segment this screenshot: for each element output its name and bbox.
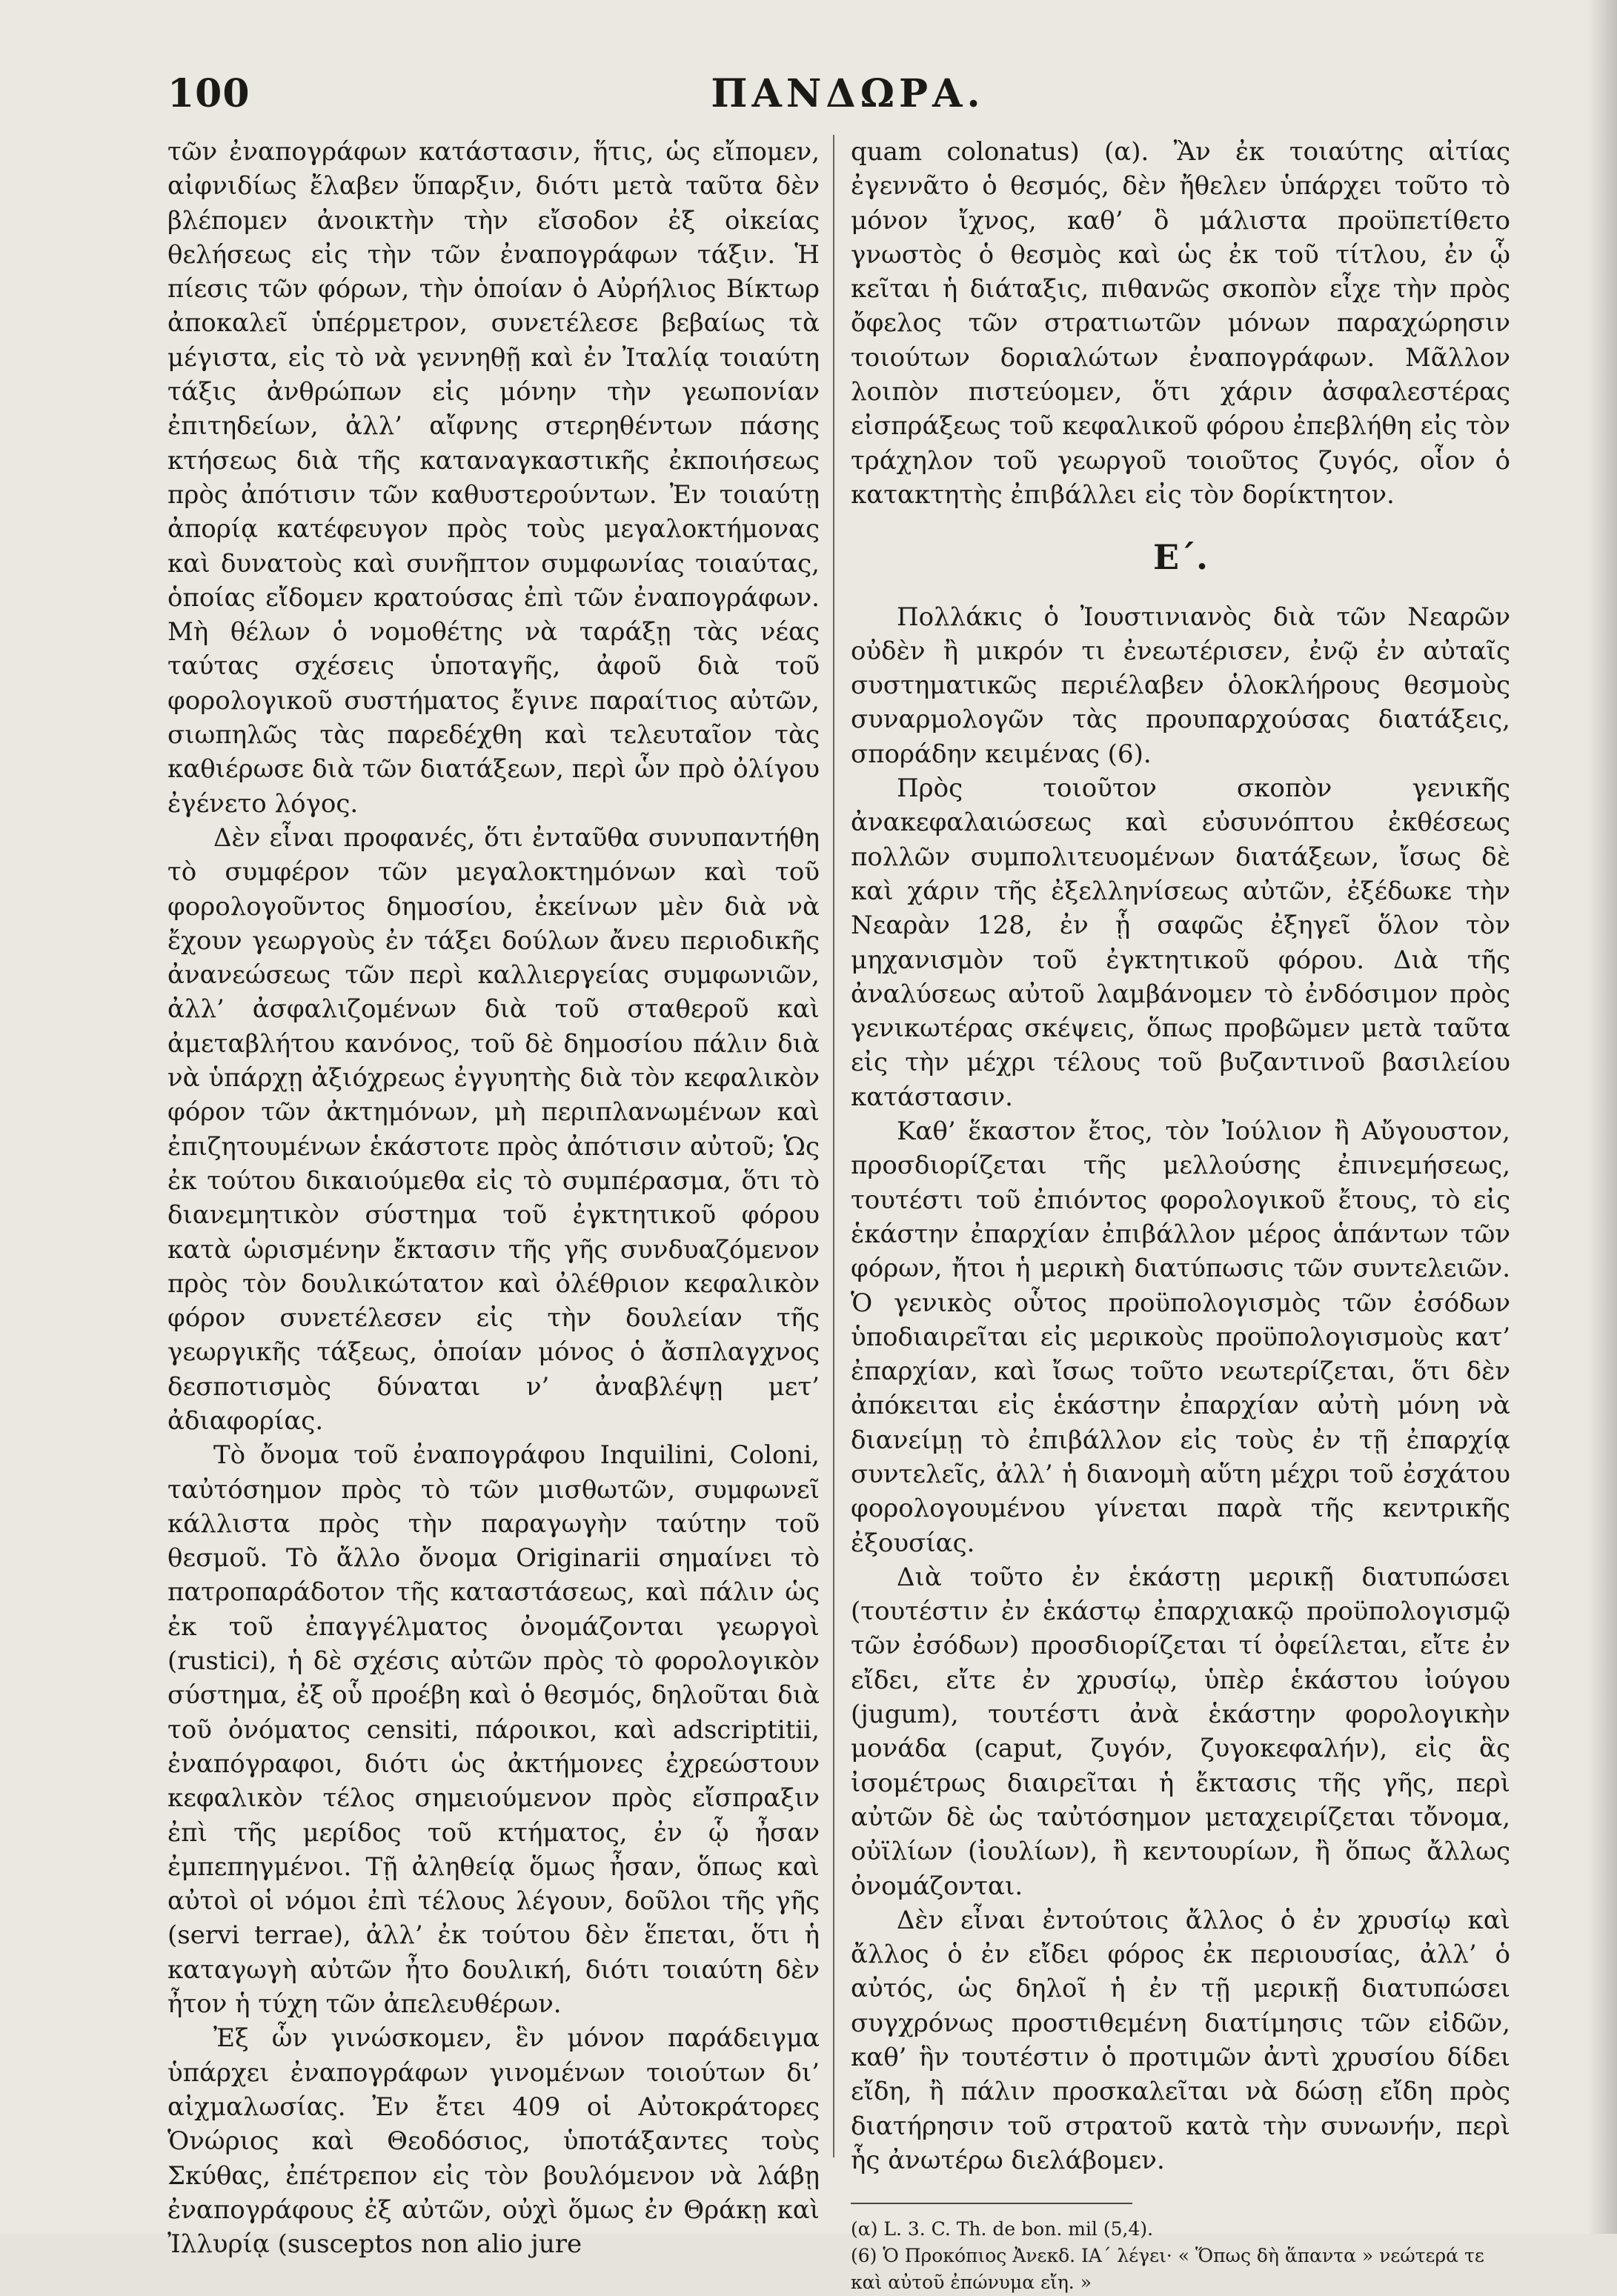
running-title: ΠΑΝΔΩΡΑ. [711, 71, 985, 116]
footnotes [851, 2216, 1510, 2296]
footnote-b: (6) Ὁ Προκόπιος Ἀνεκδ. ΙΑ΄ λέγει· « Ὅπως δὴ ἅπαντα » νεώτερά τε καὶ αὐτοῦ ἐπώνυμα εἴη. » [851, 2245, 1484, 2294]
left-column [167, 135, 820, 2261]
right-paragraph-1: quam colonatus) (α). Ἂν ἐκ τοιαύτης αἰτίας ἐγεννᾶτο ὁ θεσμός, δὲν ἤθελεν ὑπάρχει τοῦτο τὸ μόνον ἴχνος, καθ’ ὃ μάλιστα προϋπετίθετο γνωστὸς ὁ θεσμὸς καὶ ὡς ἐκ τοῦ τίτλου, ἐν ᾧ κεῖται ἡ διάταξις, πιθανῶς σκοπὸν εἶχε τὴν πρὸς ὄφελος τῶν στρατιωτῶν μόνων παραχώρησιν τοιούτων δοριαλώτων ἐναπογράφων. Μᾶλλον λοιπὸν πιστεύομεν, ὅτι χάριν ἀσφαλεστέρας εἰσπράξεως τοῦ κεφαλικοῦ φόρου ἐπεβλήθη εἰς τὸν τράχηλον τοῦ γεωργοῦ τοιοῦτος ζυγός, οἷον ὁ κατακτητὴς ἐπιβάλλει εἰς τὸν δορίκτητον. [851, 137, 1510, 510]
right-paragraph-5: Διὰ τοῦτο ἐν ἑκάστῃ μερικῇ διατυπώσει (τουτέστιν ἐν ἑκάστῳ ἐπαρχιακῷ προϋπολογισμῷ τῶν ἐσόδων) προσδιορίζεται τί ὀφείλεται, εἴτε ἐν εἴδει, εἴτε ἐν χρυσίῳ, ὑπὲρ ἑκάστου ἰούγου (jugum), τουτέστι ἀνὰ ἑκάστην φορολογικὴν μονάδα (caput, ζυγόν, ζυγοκεφαλήν), εἰς ἃς ἰσομέτρως διαιρεῖται ἡ ἔκτασις τῆς γῆς, περὶ αὐτῶν δὲ ὡς ταὐτόσημον μεταχειρίζεται τὄνομα, οὐϊλίων (ἰουλίων), ἢ κεντουρίων, ἢ ὅπως ἄλλως ὀνομάζονται. [851, 1562, 1510, 1901]
left-paragraph-1: τῶν ἐναπογράφων κατάστασιν, ἥτις, ὡς εἴπομεν, αἰφνιδίως ἔλαβεν ὕπαρξιν, διότι μετὰ ταῦτα δὲν βλέπομεν ἀνοικτὴν τὴν εἴσοδον ἐξ οἰκείας θελήσεως εἰς τὴν τῶν ἐναπογράφων τάξιν. Ἡ πίεσις τῶν φόρων, τὴν ὁποίαν ὁ Αὐρήλιος Βίκτωρ ἀποκαλεῖ ὑπέρμετρον, συνετέλεσε βεβαίως τὰ μέγιστα, εἰς τὸ νὰ γεννηθῇ καὶ ἐν Ἰταλίᾳ τοιαύτη τάξις ἀνθρώπων εἰς μόνην τὴν γεωπονίαν ἐπιτηδείων, ἀλλ’ αἴφνης στερηθέντων πάσης κτήσεως διὰ τῆς καταναγκαστικῆς ἐκποιήσεως πρὸς ἀπότισιν τῶν καθυστερούντων. Ἐν τοιαύτῃ ἀπορίᾳ κατέφευγον πρὸς τοὺς μεγαλοκτήμονας καὶ δυνατοὺς καὶ συνῆπτον συμφωνίας τοιαύτας, ὁποίας εἴδομεν κρατούσας ἐπὶ τῶν ἐναπογράφων. Μὴ θέλων ὁ νομοθέτης νὰ ταράξῃ τὰς νέας ταύτας σχέσεις ὑποταγῆς, ἀφοῦ διὰ τοῦ φορολογικοῦ συστήματος ἔγινε παραίτιος αὐτῶν, σιωπηλῶς τὰς παρεδέχθη καὶ τελευταῖον τὰς καθιέρωσε διὰ τῶν διατάξεων, περὶ ὧν πρὸ ὀλίγου ἐγένετο λόγος. [167, 137, 820, 819]
left-paragraph-4: Ἐξ ὧν γινώσκομεν, ἓν μόνον παράδειγμα ὑπάρχει ἐναπογράφων γινομένων τοιούτων δι’ αἰχμαλωσίας. Ἐν ἔτει 409 οἱ Αὐτοκράτορες Ὁνώριος καὶ Θεοδόσιος, ὑποτάξαντες τοὺς Σκύθας, ἐπέτρεπον εἰς τὸν βουλόμενον νὰ λάβῃ ἐναπογράφους ἐξ αὐτῶν, οὐχὶ ὅμως ἐν Θράκῃ καὶ Ἰλλυρίᾳ (susceptos non alio jure [167, 2023, 820, 2260]
left-paragraph-2: Δὲν εἶναι προφανές, ὅτι ἐνταῦθα συνυπαντήθη τὸ συμφέρον τῶν μεγαλοκτημόνων καὶ τοῦ φορολογοῦντος δημοσίου, ἐκείνων μὲν διὰ νὰ ἔχουν γεωργοὺς ἐν τάξει δούλων ἄνευ περιοδικῆς ἀνανεώσεως τῶν περὶ καλλιεργείας συμφωνιῶν, ἀλλ’ ἀσφαλιζομένων διὰ τοῦ σταθεροῦ καὶ ἀμεταβλήτου κανόνος, τοῦ δὲ δημοσίου πάλιν διὰ νὰ ὑπάρχῃ ἀξιόχρεως ἐγγυητὴς διὰ τὸν κεφαλικὸν φόρον τῶν ἀκτημόνων, μὴ περιπλανωμένων καὶ ἐπιζητουμένων ἑκάστοτε πρὸς ἀπότισιν αὐτοῦ; Ὡς ἐκ τούτου δικαιούμεθα εἰς τὸ συμπέρασμα, ὅτι τὸ διανεμητικὸν σύστημα τοῦ ἐγκτητικοῦ φόρου κατὰ ὡρισμένην ἔκτασιν τῆς γῆς συνδυαζόμενον πρὸς τὸν δουλικώτατον καὶ ὀλέθριον κεφαλικὸν φόρον συνετέλεσεν εἰς τὴν δουλείαν τῆς γεωργικῆς τάξεως, ὁποίαν μόνος ὁ ἄσπλαγχνος δεσποτισμὸς δύναται ν’ ἀναβλέψῃ μετ’ ἀδιαφορίας. [167, 822, 820, 1436]
scan-shadow-edge [1587, 0, 1617, 2234]
column-divider [833, 135, 834, 2157]
right-paragraph-2: Πολλάκις ὁ Ἰουστινιανὸς διὰ τῶν Νεαρῶν οὐδὲν ἢ μικρόν τι ἐνεωτέρισεν, ἐνῷ ἐν αὐταῖς συστηματικῶς περιέλαβεν ὁλοκλήρους θεσμοὺς συναρμολογῶν τὰς προυπαρχούσας διατάξεις, σποράδην κειμένας (6). [851, 602, 1510, 769]
right-paragraph-3: Πρὸς τοιοῦτον σκοπὸν γενικῆς ἀνακεφαλαιώσεως καὶ εὐσυνόπτου ἐκθέσεως πολλῶν συμπολιτευομένων διατάξεων, ἴσως δὲ καὶ χάριν τῆς ἐξελληνίσεως αὐτῶν, ἐξέδωκε τὴν Νεαρὰν 128, ἐν ᾗ σαφῶς ἐξηγεῖ ὅλον τὸν μηχανισμὸν τοῦ ἐγκτητικοῦ φόρου. Διὰ τῆς ἀναλύσεως αὐτοῦ λαμβάνομεν τὸ ἐνδόσιμον πρὸς γενικωτέρας σκέψεις, ὅπως προβῶμεν μετὰ ταῦτα εἰς τὴν μέχρι τέλους τοῦ βυζαντινοῦ βασιλείου κατάστασιν. [851, 773, 1510, 1112]
left-paragraph-3: Τὸ ὄνομα τοῦ ἐναπογράφου Inquilini, Coloni, ταὐτόσημον πρὸς τὸ τῶν μισθωτῶν, συμφωνεῖ κάλλιστα πρὸς τὴν παραγωγὴν ταύτην τοῦ θεσμοῦ. Τὸ ἄλλο ὄνομα Originarii σημαίνει τὸ πατροπαράδοτον τῆς καταστάσεως, καὶ πάλιν ὡς ἐκ τοῦ ἐπαγγέλματος ὀνομάζονται γεωργοὶ (rustici), ἡ δὲ σχέσις αὐτῶν πρὸς τὸ φορολογικὸν σύστημα, ἐξ οὗ προέβη καὶ ὁ θεσμός, δηλοῦται διὰ τοῦ ὀνόματος censiti, πάροικοι, καὶ adscriptitii, ἐναπόγραφοι, διότι ὡς ἀκτήμονες ἐχρεώστουν κεφαλικὸν τέλος σημειούμενον πρὸς εἴσπραξιν ἐπὶ τῆς μερίδος τοῦ κτήματος, ἐν ᾧ ἦσαν ἐμπεπηγμένοι. Τῇ ἀληθείᾳ ὅμως ἦσαν, ὅπως καὶ αὐτοὶ οἱ νόμοι ἐπὶ τέλους λέγουν, δοῦλοι τῆς γῆς (servi terrae), ἀλλ’ ἐκ τούτου δὲν ἕπεται, ὅτι ἡ καταγωγὴ αὐτῶν ἦτο δουλική, διότι τοιαύτη δὲν ἦτον ἡ τύχη τῶν ἀπελευθέρων. [167, 1440, 820, 2020]
page-number: 100 [167, 71, 250, 116]
footnote-a: (α) L. 3. C. Th. de bon. mil (5,4). [851, 2218, 1154, 2240]
section-heading: Ε΄. [1152, 537, 1209, 578]
right-column [851, 135, 1510, 2296]
footnote-rule [851, 2203, 1132, 2204]
page-header [167, 71, 1528, 123]
right-paragraph-6: Δὲν εἶναι ἐντούτοις ἄλλος ὁ ἐν χρυσίῳ καὶ ἄλλος ὁ ἐν εἴδει φόρος ἐκ περιουσίας, ἀλλ’ ὁ αὐτός, ὡς δηλοῖ ἡ ἐν τῇ μερικῇ διατυπώσει συγχρόνως προστιθεμένη διατίμησις τῶν εἰδῶν, καθ’ ἣν τουτέστιν ὁ προτιμῶν ἀντὶ χρυσίου δίδει εἴδη, ἢ πάλιν προσκαλεῖται νὰ δώσῃ εἴδη πρὸς διατήρησιν τοῦ στρατοῦ κατὰ τὴν συνωνήν, περὶ ἧς ἀνωτέρω διελάβομεν. [851, 1905, 1510, 2175]
right-paragraph-4: Καθ’ ἕκαστον ἔτος, τὸν Ἰούλιον ἢ Αὔγουστον, προσδιορίζεται τῆς μελλούσης ἐπινεμήσεως, τουτέστι τοῦ ἐπιόντος φορολογικοῦ ἔτους, τὸ εἰς ἑκάστην ἐπαρχίαν ἐπιβάλλον μέρος ἁπάντων τῶν φόρων, ἤτοι ἡ μερικὴ διατύπωσις τῶν συντελειῶν. Ὁ γενικὸς οὗτος προϋπολογισμὸς τῶν ἐσόδων ὑποδιαιρεῖται εἰς μερικοὺς προϋπολογισμοὺς κατ’ ἐπαρχίαν, καὶ ἴσως τοῦτο νεωτερίζεται, ὅτι δὲν ἀπόκειται εἰς ἑκάστην ἐπαρχίαν αὐτὴ μόνη νὰ διανείμῃ τὸ ἐπιβάλλον εἰς τοὺς ἐν τῇ ἐπαρχίᾳ συντελεῖς, ἀλλ’ ἡ διανομὴ αὕτη μέχρι τοῦ ἐσχάτου φορολογουμένου γίνεται παρὰ τῆς κεντρικῆς ἐξουσίας. [851, 1117, 1510, 1558]
